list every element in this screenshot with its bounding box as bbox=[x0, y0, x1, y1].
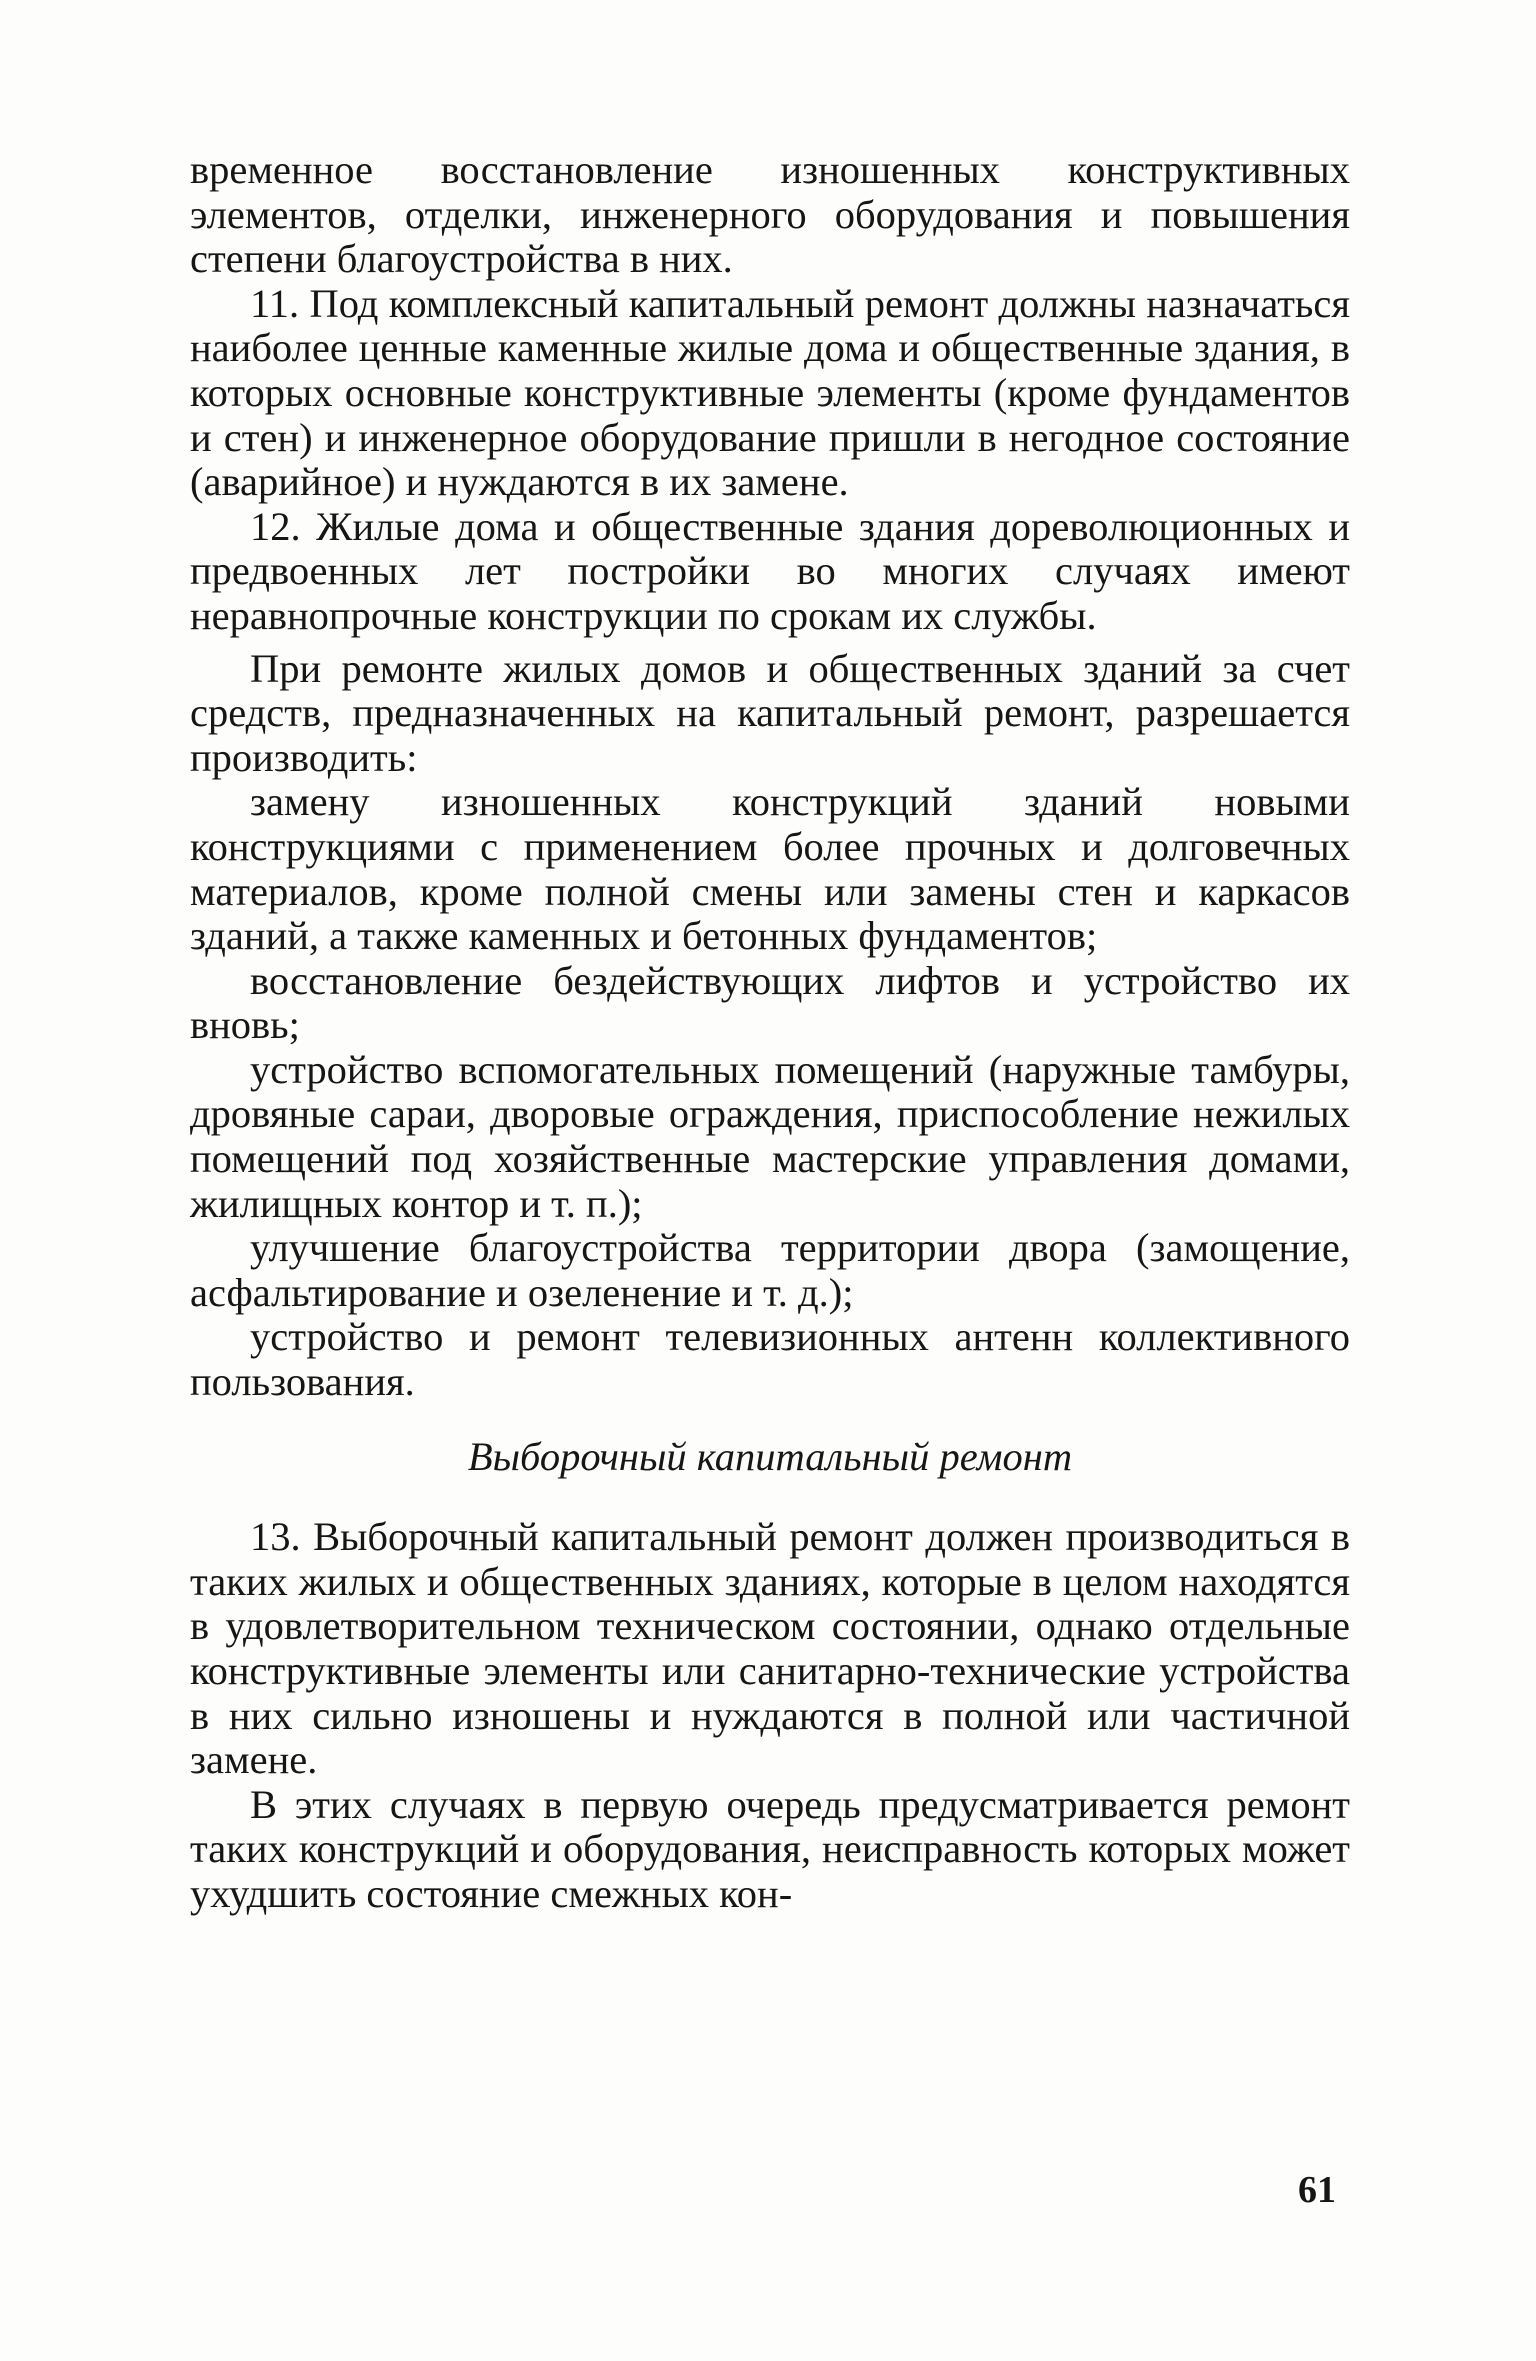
list-item-tv-antennas: устройство и ремонт телевизионных антенн коллективного пользования. bbox=[190, 1314, 1350, 1405]
list-item-auxiliary-rooms: устройство вспомогательных помещений (наружные тамбуры, дровяные сараи, дворовые ограждения, приспособление нежилых помещений под хозяйственные мастерские управления домами, жилищных контор и т. п.); bbox=[190, 1046, 1350, 1226]
page-number: 61 bbox=[1298, 2169, 1336, 2211]
paragraph-priority-repairs: В этих случаях в первую очередь предусматривается ремонт таких конструкций и оборудования, неисправность которых может ухудшить состояние смежных кон- bbox=[190, 1781, 1350, 1916]
paragraph-repair-permissions: При ремонте жилых домов и общественных зданий за счет средств, предназначенных на капитальный ремонт, разрешается производить: bbox=[190, 645, 1350, 780]
paragraph-continued: временное восстановление изношенных конструктивных элементов, отделки, инженерного оборудования и повышения степени благоустройства в них. bbox=[190, 147, 1350, 282]
paragraph-item-13: 13. Выборочный капитальный ремонт должен производиться в таких жилых и общественных зданиях, которые в целом находятся в удовлетворительном техническом состоянии, однако отдельные конструктивные элементы или санитарно-технические устройства в них сильно изношены и нуждаются в полной или частичной замене. bbox=[190, 1514, 1350, 1783]
paragraph-item-11: 11. Под комплексный капитальный ремонт должны назначаться наиболее ценные каменные жилые дома и общественные здания, в которых основные конструктивные элементы (кроме фундаментов и стен) и инженерное оборудование пришли в негодное состояние (аварийное) и нуждаются в их замене. bbox=[190, 280, 1350, 505]
paragraph-item-12: 12. Жилые дома и общественные здания дореволюционных и предвоенных лет постройки во многих случаях имеют неравнопрочные конструкции по срокам их службы. bbox=[190, 503, 1350, 638]
page-body bbox=[190, 148, 1350, 1917]
list-item-structures: замену изношенных конструкций зданий новыми конструкциями с применением более прочных и долговечных материалов, кроме полной смены или замены стен и каркасов зданий, а также каменных и бетонных фундаментов; bbox=[190, 779, 1350, 959]
list-item-yard-improvement: улучшение благоустройства территории двора (замощение, асфальтирование и озеленение и т. д.); bbox=[190, 1225, 1350, 1315]
section-heading: Выборочный капитальный ремонт bbox=[467, 1433, 1073, 1479]
list-item-elevators: восстановление бездействующих лифтов и устройство их вновь; bbox=[190, 957, 1350, 1048]
